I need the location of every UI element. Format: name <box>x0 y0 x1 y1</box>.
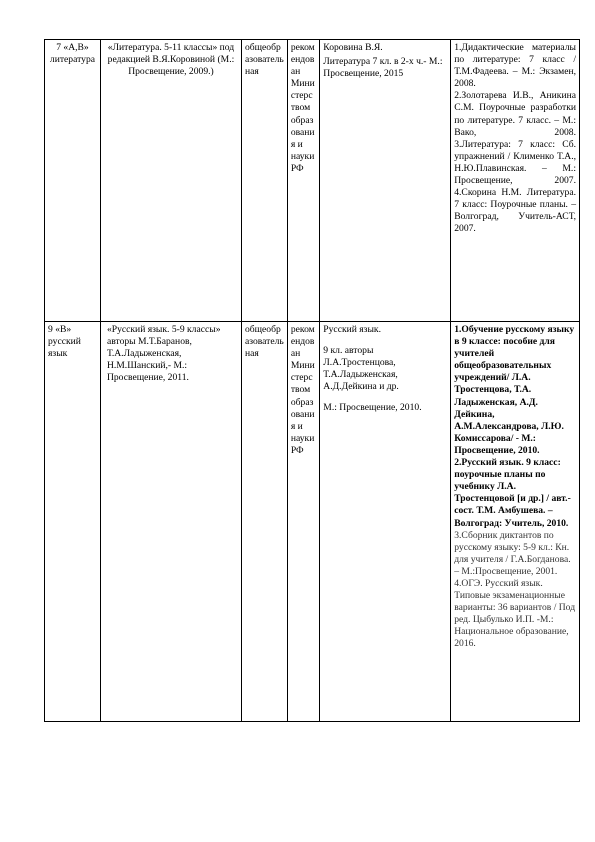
status-cell: рекомендован Министерством образования и науки РФ <box>287 40 319 322</box>
teaching-aid-item: 2.Русский язык. 9 класс: поурочные планы по учебнику Л.А. Тростенцовой [и др.] / авт.-сост. Т.М. Амбушева. – Волгоград: Учитель, 2010. <box>454 457 571 529</box>
teaching-aid-item: 2.Золотарева И.В., Аникина С.М. Поурочные разработки по литературе. 7 класс. – М.: Вако, 2008. <box>454 90 576 138</box>
status-cell: рекомендован Министерством образования и науки РФ <box>287 322 319 722</box>
education-type-cell: общеобразовательная <box>241 322 287 722</box>
textbook-cell <box>320 322 451 722</box>
program-cell: «Литература. 5-11 классы» под редакцией В.Я.Коровиной (М.: Просвещение, 2009.) <box>100 40 241 322</box>
teaching-aid-item: 4.Скорина Н.М. Литература. 7 класс: Поурочные планы. – Волгоград, Учитель-АСТ, 2007. <box>454 187 576 235</box>
textbook-line: Литература 7 кл. в 2-х ч.- М.: Просвещение, 2015 <box>323 56 443 80</box>
teaching-aid-item: 4.ОГЭ. Русский язык. Типовые экзаменационные варианты: 36 вариантов / Под ред. Цыбулько И.П. -М.: Национальное образование, 2016. <box>454 577 576 650</box>
education-type-cell: общеобразовательная <box>241 40 287 322</box>
teaching-aids-cell <box>451 40 580 322</box>
textbook-line: М.: Просвещение, 2010. <box>323 402 422 414</box>
table-row <box>45 40 580 322</box>
program-cell: «Русский язык. 5-9 классы» авторы М.Т.Баранов, Т.А.Ладыженская, Н.М.Шанский,- М.: Просвещение, 2011. <box>100 322 241 722</box>
teaching-aid-item: 1.Дидактические материалы по литературе: 7 класс / Т.М.Фадеева. – М.: Экзамен, 2008. <box>454 42 576 90</box>
teaching-aid-item: 3.Литература: 7 класс: Сб. упражнений / Клименко Т.А., Н.Ю.Плавинская. – М.: Просвещение, 2007. <box>454 138 576 187</box>
class-subject-cell: 7 «А,В» литература <box>45 40 101 322</box>
textbook-line: Коровина В.Я. <box>323 42 383 53</box>
teaching-aid-item: 3.Сборник диктантов по русскому языку: 5-9 кл.: Кн. для учителя / Г.А.Богданова. – М.:Просвещение, 2001. <box>454 529 571 577</box>
textbook-line: Русский язык. <box>323 324 381 335</box>
table-row <box>45 322 580 722</box>
teaching-aids-cell <box>451 322 580 722</box>
curriculum-table <box>44 39 580 722</box>
textbook-line: 9 кл. авторы Л.А.Тростенцова, Т.А.Ладыженская, А.Д.Дейкина и др. <box>323 345 399 393</box>
teaching-aid-item: 1.Обучение русскому языку в 9 классе: пособие для учителей общеобразовательных учреждений/ Л.А. Тростенцова, Т.А. Ладыженская, А.Д. Дейкина, А.М.Александрова, Л.Ю. Комиссарова/ - М.: Просвещение, 2010. <box>454 324 575 456</box>
class-subject-cell: 9 «В» русский язык <box>45 322 101 722</box>
textbook-cell <box>320 40 451 322</box>
